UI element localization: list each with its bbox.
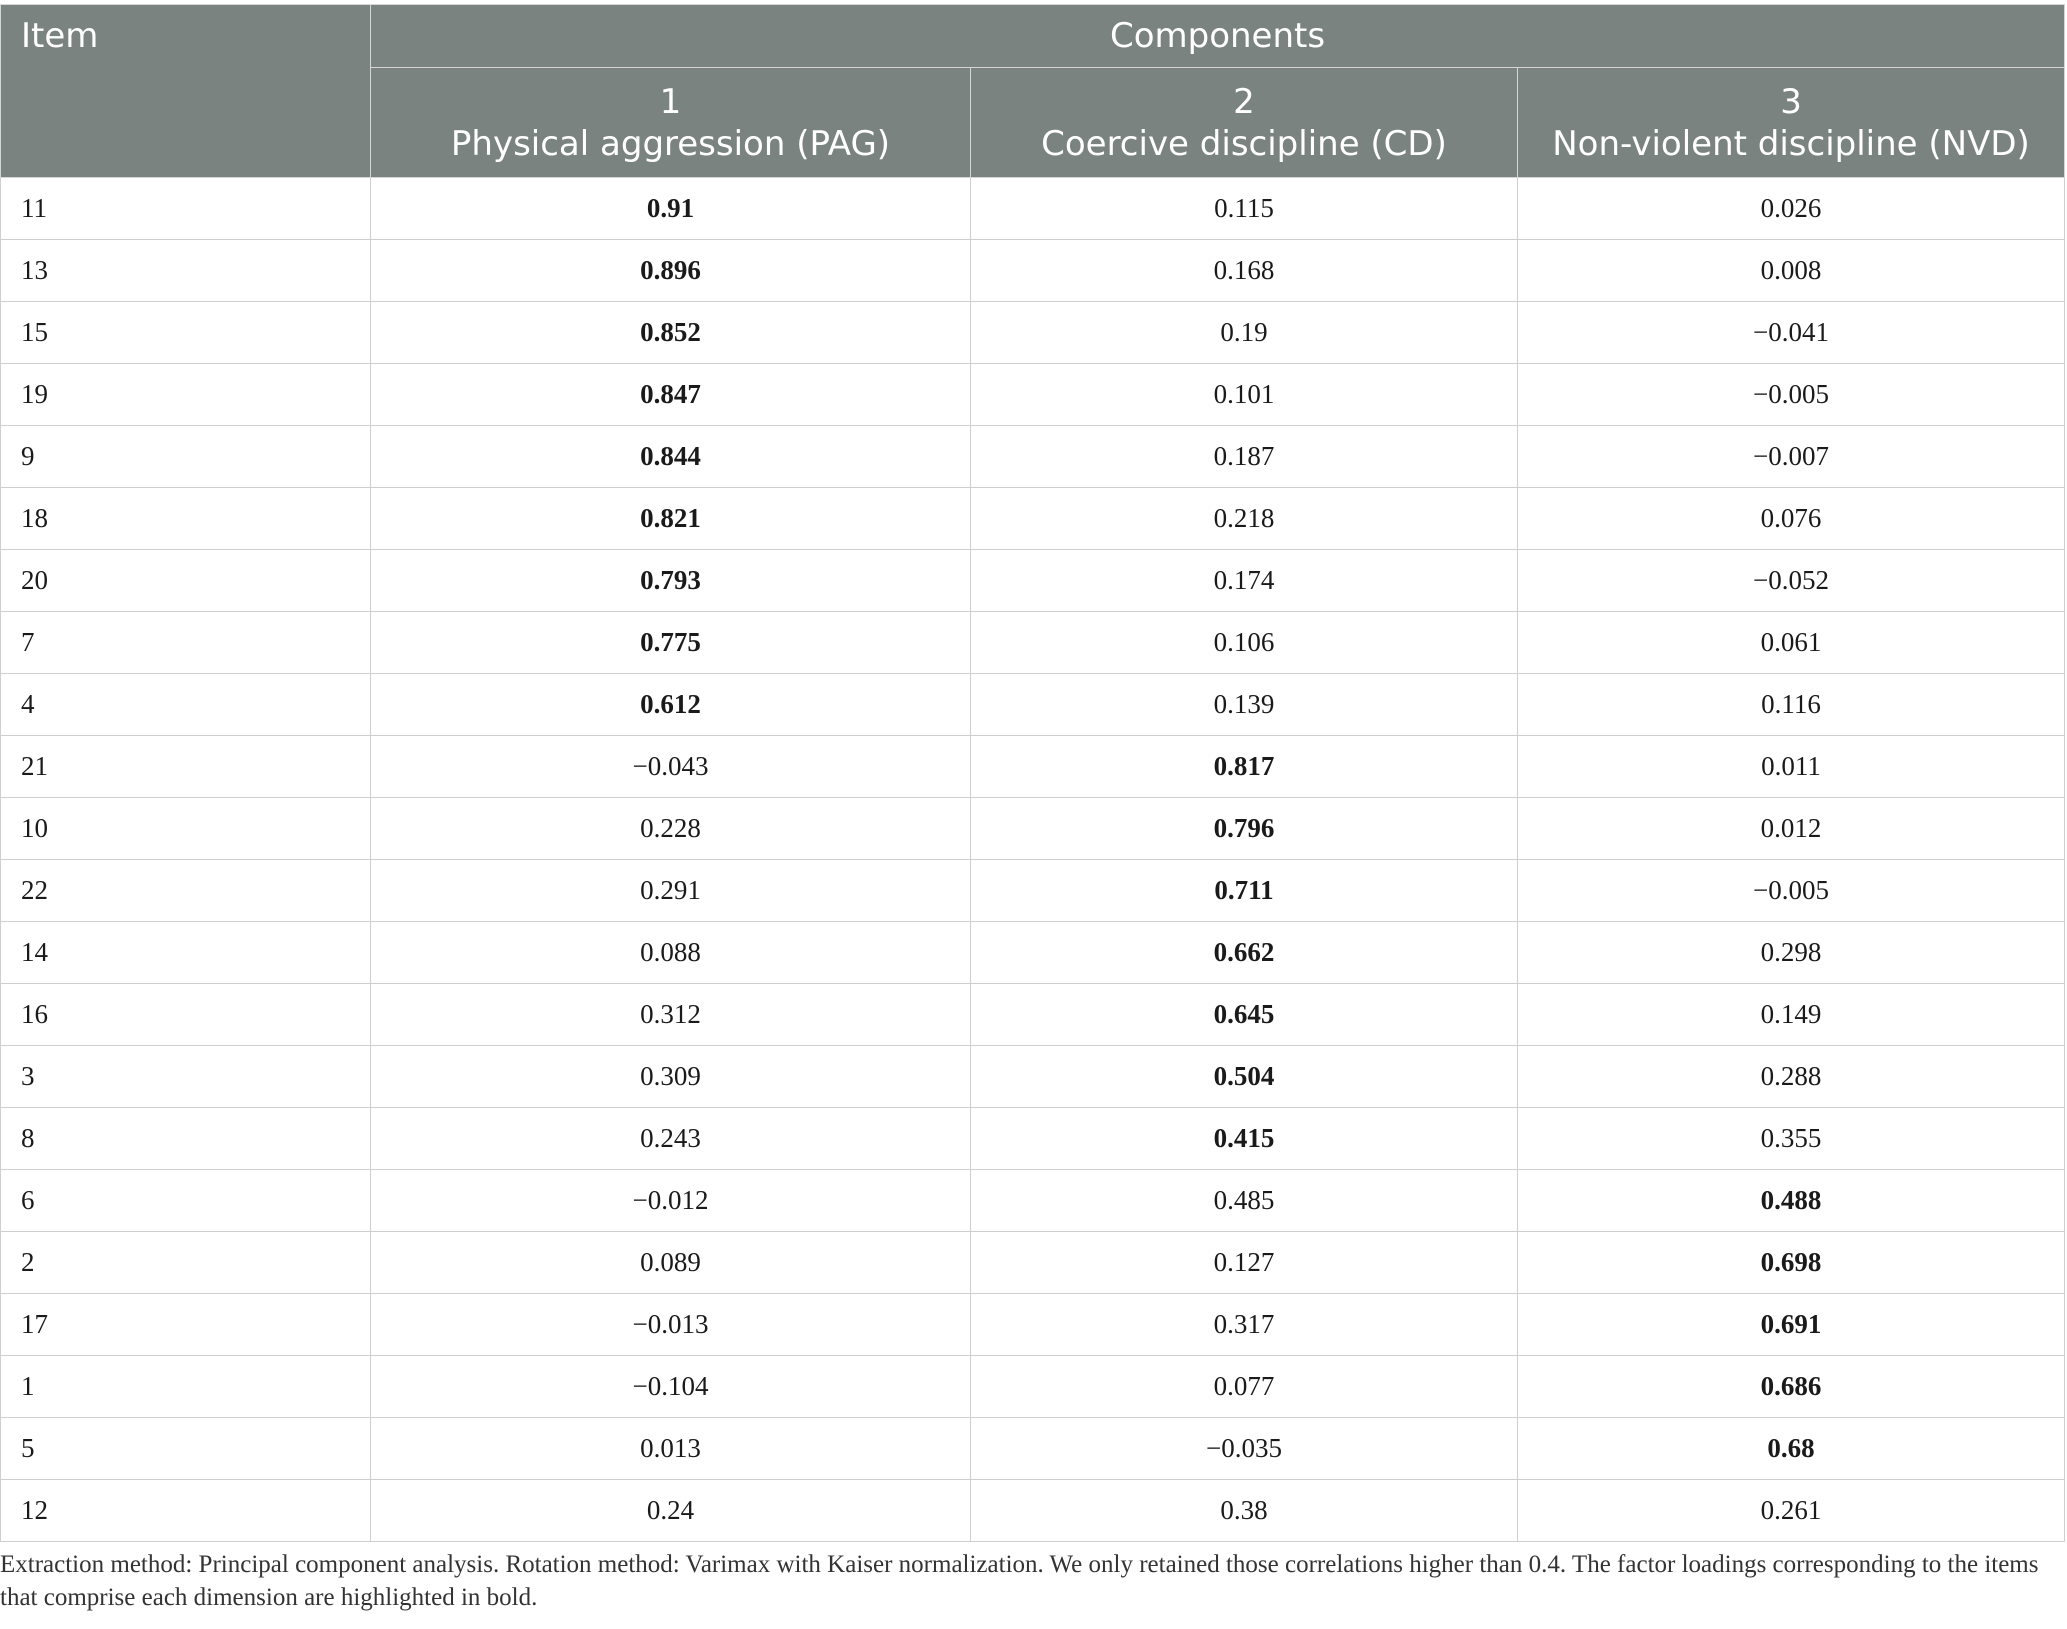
loading-cell-component-1: 0.847	[371, 364, 971, 426]
component-1-number: 1	[659, 81, 682, 122]
table-row	[1, 364, 2065, 426]
table-row	[1, 798, 2065, 860]
loading-cell-component-1: −0.043	[371, 736, 971, 798]
item-number-cell: 11	[1, 178, 371, 240]
loading-cell-component-3: 0.116	[1518, 674, 2065, 736]
loading-cell-component-3: −0.005	[1518, 860, 2065, 922]
loading-cell-component-2: 0.645	[971, 984, 1518, 1046]
loading-cell-component-3: 0.261	[1518, 1480, 2065, 1542]
item-number-cell: 15	[1, 302, 371, 364]
item-number-cell: 6	[1, 1170, 371, 1232]
loading-cell-component-2: 0.415	[971, 1108, 1518, 1170]
item-number-cell: 7	[1, 612, 371, 674]
loading-cell-component-1: 0.243	[371, 1108, 971, 1170]
loading-cell-component-1: 0.612	[371, 674, 971, 736]
loading-cell-component-1: 0.089	[371, 1232, 971, 1294]
loading-cell-component-1: 0.24	[371, 1480, 971, 1542]
loading-cell-component-3: 0.061	[1518, 612, 2065, 674]
table-row	[1, 922, 2065, 984]
loading-cell-component-2: 0.106	[971, 612, 1518, 674]
loading-cell-component-1: 0.291	[371, 860, 971, 922]
loading-cell-component-2: 0.168	[971, 240, 1518, 302]
loading-cell-component-1: 0.896	[371, 240, 971, 302]
component-1-header	[371, 68, 971, 178]
table-body	[1, 178, 2065, 1542]
loading-cell-component-3: 0.298	[1518, 922, 2065, 984]
loading-cell-component-2: 0.796	[971, 798, 1518, 860]
loading-cell-component-1: −0.104	[371, 1356, 971, 1418]
loading-cell-component-3: −0.007	[1518, 426, 2065, 488]
loading-cell-component-3: 0.488	[1518, 1170, 2065, 1232]
table-row	[1, 1108, 2065, 1170]
table-row	[1, 1356, 2065, 1418]
loading-cell-component-1: 0.309	[371, 1046, 971, 1108]
loading-cell-component-2: 0.187	[971, 426, 1518, 488]
loading-cell-component-3: −0.052	[1518, 550, 2065, 612]
table-row	[1, 240, 2065, 302]
table-footnote: Extraction method: Principal component analysis. Rotation method: Varimax with Kaiser normalization. We only retained those correlations higher than 0.4. The factor loadings corresponding to the items that comprise each dimension are highlighted in bold.	[0, 1551, 2039, 1611]
item-number-cell: 8	[1, 1108, 371, 1170]
table-row	[1, 674, 2065, 736]
loading-cell-component-2: 0.317	[971, 1294, 1518, 1356]
header-row-group	[1, 5, 2065, 68]
loading-cell-component-1: 0.228	[371, 798, 971, 860]
table-row	[1, 426, 2065, 488]
item-number-cell: 22	[1, 860, 371, 922]
loading-cell-component-2: 0.504	[971, 1046, 1518, 1108]
item-column-header: Item	[1, 5, 371, 178]
item-number-cell: 1	[1, 1356, 371, 1418]
item-number-cell: 9	[1, 426, 371, 488]
table-row	[1, 178, 2065, 240]
component-3-name: Non-violent discipline (NVD)	[1552, 123, 2030, 164]
loading-cell-component-1: 0.821	[371, 488, 971, 550]
loading-cell-component-3: −0.041	[1518, 302, 2065, 364]
loading-cell-component-1: 0.91	[371, 178, 971, 240]
loading-cell-component-2: 0.174	[971, 550, 1518, 612]
item-number-cell: 13	[1, 240, 371, 302]
component-3-number: 3	[1780, 81, 1802, 122]
component-2-header	[971, 68, 1518, 178]
factor-loadings-table-container	[0, 4, 2064, 1542]
loading-cell-component-2: −0.035	[971, 1418, 1518, 1480]
item-number-cell: 10	[1, 798, 371, 860]
table-row	[1, 860, 2065, 922]
factor-loadings-table	[0, 4, 2065, 1542]
loading-cell-component-1: 0.775	[371, 612, 971, 674]
item-number-cell: 16	[1, 984, 371, 1046]
item-number-cell: 21	[1, 736, 371, 798]
loading-cell-component-3: 0.026	[1518, 178, 2065, 240]
table-row	[1, 1170, 2065, 1232]
loading-cell-component-2: 0.662	[971, 922, 1518, 984]
table-row	[1, 984, 2065, 1046]
item-number-cell: 12	[1, 1480, 371, 1542]
component-2-name: Coercive discipline (CD)	[1041, 123, 1447, 164]
loading-cell-component-1: 0.312	[371, 984, 971, 1046]
item-number-cell: 4	[1, 674, 371, 736]
loading-cell-component-3: 0.355	[1518, 1108, 2065, 1170]
loading-cell-component-3: 0.68	[1518, 1418, 2065, 1480]
loading-cell-component-2: 0.817	[971, 736, 1518, 798]
table-row	[1, 550, 2065, 612]
table-row	[1, 1046, 2065, 1108]
loading-cell-component-1: −0.012	[371, 1170, 971, 1232]
item-number-cell: 3	[1, 1046, 371, 1108]
loading-cell-component-3: 0.149	[1518, 984, 2065, 1046]
loading-cell-component-1: −0.013	[371, 1294, 971, 1356]
item-number-cell: 2	[1, 1232, 371, 1294]
loading-cell-component-3: 0.012	[1518, 798, 2065, 860]
table-row	[1, 612, 2065, 674]
loading-cell-component-2: 0.115	[971, 178, 1518, 240]
table-header	[1, 5, 2065, 178]
loading-cell-component-3: 0.008	[1518, 240, 2065, 302]
item-number-cell: 20	[1, 550, 371, 612]
table-row	[1, 302, 2065, 364]
components-group-header: Components	[371, 5, 2065, 68]
loading-cell-component-3: 0.686	[1518, 1356, 2065, 1418]
loading-cell-component-2: 0.127	[971, 1232, 1518, 1294]
loading-cell-component-2: 0.139	[971, 674, 1518, 736]
item-number-cell: 17	[1, 1294, 371, 1356]
loading-cell-component-3: −0.005	[1518, 364, 2065, 426]
item-number-cell: 14	[1, 922, 371, 984]
loading-cell-component-3: 0.691	[1518, 1294, 2065, 1356]
loading-cell-component-2: 0.485	[971, 1170, 1518, 1232]
table-row	[1, 1232, 2065, 1294]
loading-cell-component-2: 0.19	[971, 302, 1518, 364]
component-2-number: 2	[1233, 81, 1255, 122]
item-number-cell: 19	[1, 364, 371, 426]
loading-cell-component-2: 0.38	[971, 1480, 1518, 1542]
table-row	[1, 488, 2065, 550]
component-1-name: Physical aggression (PAG)	[450, 123, 891, 164]
loading-cell-component-2: 0.218	[971, 488, 1518, 550]
table-row	[1, 1294, 2065, 1356]
table-row	[1, 1480, 2065, 1542]
loading-cell-component-1: 0.088	[371, 922, 971, 984]
table-row	[1, 1418, 2065, 1480]
loading-cell-component-3: 0.698	[1518, 1232, 2065, 1294]
loading-cell-component-1: 0.013	[371, 1418, 971, 1480]
loading-cell-component-2: 0.101	[971, 364, 1518, 426]
loading-cell-component-3: 0.288	[1518, 1046, 2065, 1108]
loading-cell-component-1: 0.852	[371, 302, 971, 364]
loading-cell-component-3: 0.011	[1518, 736, 2065, 798]
table-row	[1, 736, 2065, 798]
item-number-cell: 5	[1, 1418, 371, 1480]
loading-cell-component-2: 0.077	[971, 1356, 1518, 1418]
loading-cell-component-1: 0.793	[371, 550, 971, 612]
loading-cell-component-2: 0.711	[971, 860, 1518, 922]
loading-cell-component-1: 0.844	[371, 426, 971, 488]
loading-cell-component-3: 0.076	[1518, 488, 2065, 550]
item-number-cell: 18	[1, 488, 371, 550]
component-3-header	[1518, 68, 2065, 178]
